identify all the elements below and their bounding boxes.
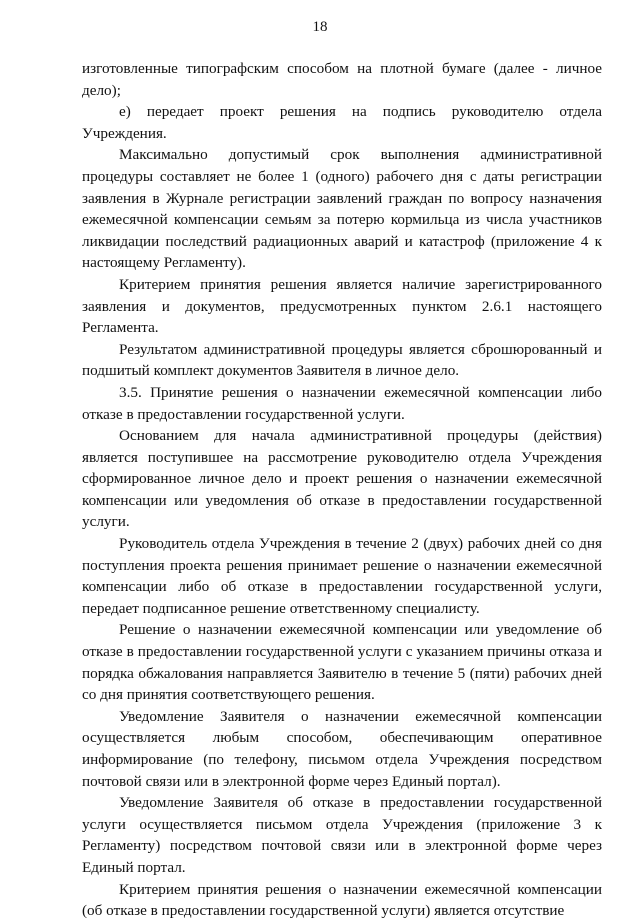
paragraph-head-decision: Руководитель отдела Учреждения в течение 2 (двух) рабочих дней со дня поступления проекта решения принимает решение о назначении ежемесячной компенсации либо об отказе в предоставлении государственной услуги, передает подписанное решение ответственному специалисту.	[82, 535, 602, 617]
page-number: 18	[312, 19, 328, 35]
paragraph-notification-approval: Уведомление Заявителя о назначении ежемесячной компенсации осуществляется любым способом, обеспечивающим оперативное информирование (по телефону, письмом отдела Учреждения посредством почтовой связи или в электронной форме через Единый портал).	[82, 707, 602, 790]
paragraph-decision-sending: Решение о назначении ежемесячной компенсации или уведомление об отказе в предоставлении государственной услуги с указанием причины отказа и порядка обжалования направляется Заявителю в течение 5 (пяти) рабочих дней со дня принятия соответствующего решения.	[82, 621, 602, 704]
section-heading-3-5: 3.5. Принятие решения о назначении ежемесячной компенсации либо отказе в предоставлении государственной услуги.	[82, 383, 602, 423]
paragraph-procedure-basis: Основанием для начала административной процедуры (действия) является поступившее на рассмотрение руководителю отдела Учреждения сформированное личное дело и проект решения о назначении ежемесячной компенсации или уведомления об отказе в предоставлении государственной услуги.	[82, 427, 602, 531]
paragraph-decision-criterion: Критерием принятия решения является наличие зарегистрированного заявления и документов, предусмотренных пунктом 2.6.1 настоящего Регламента.	[82, 275, 602, 337]
paragraph-continuation: изготовленные типографским способом на плотной бумаге (далее - личное дело);	[82, 60, 602, 99]
paragraph-max-duration: Максимально допустимый срок выполнения административной процедуры составляет не более 1 (одного) рабочего дня с даты регистрации заявления в Журнале регистрации заявлений граждан по вопросу назначения ежемесячной компенсации семьям за потерю кормильца из числа участников ликвидации последствий радиационных аварий и катастроф (приложение 4 к настоящему Регламенту).	[82, 146, 602, 272]
paragraph-notification-refusal: Уведомление Заявителя об отказе в предоставлении государственной услуги осуществляется письмом отдела Учреждения (приложение 3 к Регламенту) посредством почтовой связи или в электронной форме через Единый портал.	[82, 794, 602, 876]
paragraph-item-e: е) передает проект решения на подпись руководителю отдела Учреждения.	[82, 103, 602, 142]
paragraph-criterion-final: Критерием принятия решения о назначении ежемесячной компенсации (об отказе в предоставлении государственной услуги) является отсутствие	[82, 880, 602, 920]
paragraph-procedure-result: Результатом административной процедуры является сброшюрованный и подшитый комплект документов Заявителя в личное дело.	[82, 340, 602, 380]
document-body	[82, 58, 602, 922]
